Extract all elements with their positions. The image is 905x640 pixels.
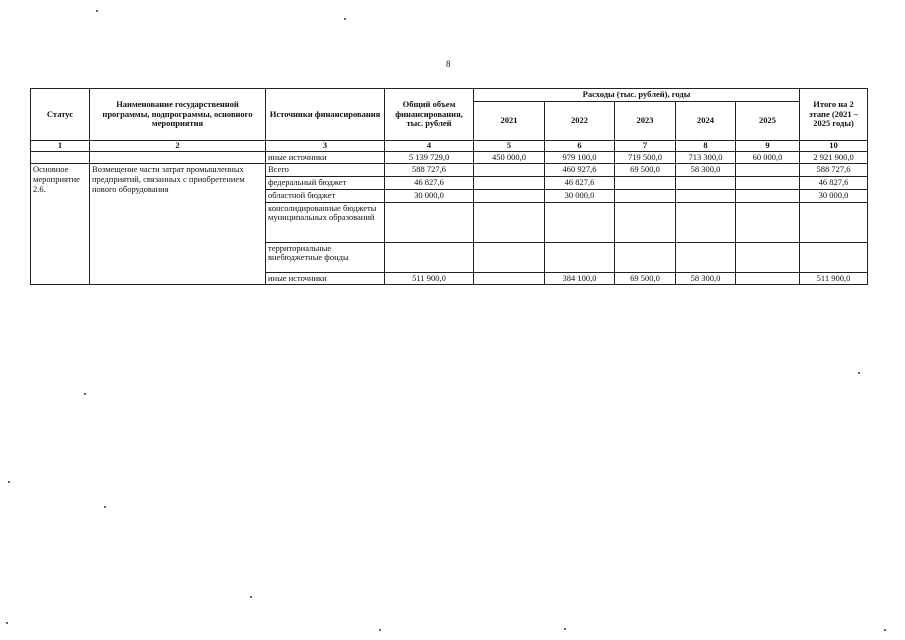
cell-value: [676, 202, 736, 242]
cell-value: [736, 202, 800, 242]
scan-speck: [858, 372, 860, 374]
table-row: [31, 151, 868, 164]
cell-value: [615, 189, 676, 202]
cell-value: 58 300,0: [676, 272, 736, 285]
scan-speck: [6, 622, 8, 624]
source-label: консолидированные бюджеты муниципальных образований: [266, 202, 385, 242]
table-row: [31, 164, 868, 177]
source-label: территориальные внебюджетные фонды: [266, 242, 385, 272]
column-number: 6: [545, 140, 615, 151]
cell-value: [474, 164, 545, 177]
cell-value: [615, 202, 676, 242]
cell-value: [676, 242, 736, 272]
column-number: 8: [676, 140, 736, 151]
column-number: 9: [736, 140, 800, 151]
column-number: 7: [615, 140, 676, 151]
cell-value: [736, 164, 800, 177]
cell-value: [800, 242, 868, 272]
header-year: 2024: [676, 101, 736, 140]
column-number: 1: [31, 140, 90, 151]
cell-value: [545, 242, 615, 272]
cell-value: 69 500,0: [615, 272, 676, 285]
header-year: 2025: [736, 101, 800, 140]
cell-value: 460 927,6: [545, 164, 615, 177]
cell-value: 979 100,0: [545, 151, 615, 164]
cell-value: 46 827,6: [800, 177, 868, 190]
cell-value: 30 000,0: [545, 189, 615, 202]
cell-value: [676, 177, 736, 190]
cell-value: [385, 202, 474, 242]
cell-value: 30 000,0: [385, 189, 474, 202]
cell-value: 719 500,0: [615, 151, 676, 164]
cell-value: 511 900,0: [385, 272, 474, 285]
header-name: Наименование государственной программы, подпрограммы, основного мероприятия: [90, 89, 266, 141]
header-total-volume: Общий объем финансирования, тыс. рублей: [385, 89, 474, 141]
cell-value: [474, 202, 545, 242]
column-number: 2: [90, 140, 266, 151]
cell-value: [474, 242, 545, 272]
header-sources: Источники финансирования: [266, 89, 385, 141]
cell-value: 60 000,0: [736, 151, 800, 164]
source-label: Всего: [266, 164, 385, 177]
column-number: 10: [800, 140, 868, 151]
scan-speck: [84, 393, 86, 395]
column-number: 4: [385, 140, 474, 151]
scan-speck: [564, 628, 566, 630]
cell-value: 5 139 729,0: [385, 151, 474, 164]
cell-value: [474, 272, 545, 285]
cell-value: 69 500,0: [615, 164, 676, 177]
column-numbers-row: [31, 140, 868, 151]
source-label: иные источники: [266, 151, 385, 164]
cell-value: [545, 202, 615, 242]
source-label: федеральный бюджет: [266, 177, 385, 190]
cell-value: 384 100,0: [545, 272, 615, 285]
cell-value: 2 921 900,0: [800, 151, 868, 164]
cell-value: 450 000,0: [474, 151, 545, 164]
scan-speck: [884, 629, 886, 631]
cell-value: 588 727,6: [800, 164, 868, 177]
measure-name-cell: Возмещение части затрат промышленных предприятий, связанных с приобретением нового оборудования: [90, 164, 266, 285]
column-number: 3: [266, 140, 385, 151]
column-number: 5: [474, 140, 545, 151]
cell-value: [736, 272, 800, 285]
cell-value: [385, 242, 474, 272]
cell-value: 46 827,6: [385, 177, 474, 190]
cell-value: 46 827,6: [545, 177, 615, 190]
header-year: 2023: [615, 101, 676, 140]
scan-speck: [344, 18, 346, 20]
cell-value: [676, 189, 736, 202]
cell-value: [800, 202, 868, 242]
header-year: 2021: [474, 101, 545, 140]
page-number: 8: [446, 59, 451, 69]
scan-speck: [379, 629, 381, 631]
source-label: областной бюджет: [266, 189, 385, 202]
cell-value: 30 000,0: [800, 189, 868, 202]
cell-value: [474, 189, 545, 202]
cell-value: [736, 189, 800, 202]
cell-value: [474, 177, 545, 190]
cell-value: [736, 177, 800, 190]
cell-value: [736, 242, 800, 272]
header-status: Статус: [31, 89, 90, 141]
scan-speck: [8, 481, 10, 483]
source-label: иные источники: [266, 272, 385, 285]
header-year: 2022: [545, 101, 615, 140]
header-expenses: Расходы (тыс. рублей), годы: [474, 89, 800, 102]
scan-speck: [250, 596, 252, 598]
cell-value: 58 300,0: [676, 164, 736, 177]
cell-value: [615, 242, 676, 272]
cell-value: 511 900,0: [800, 272, 868, 285]
scan-speck: [104, 506, 106, 508]
financing-table: [30, 88, 868, 285]
cell-value: 713 300,0: [676, 151, 736, 164]
header-itogo: Итого на 2 этапе (2021 – 2025 годы): [800, 89, 868, 141]
status-cell: Основное мероприятие 2.6.: [31, 164, 90, 285]
cell-value: 588 727,6: [385, 164, 474, 177]
cell-value: [615, 177, 676, 190]
scan-speck: [96, 10, 98, 12]
